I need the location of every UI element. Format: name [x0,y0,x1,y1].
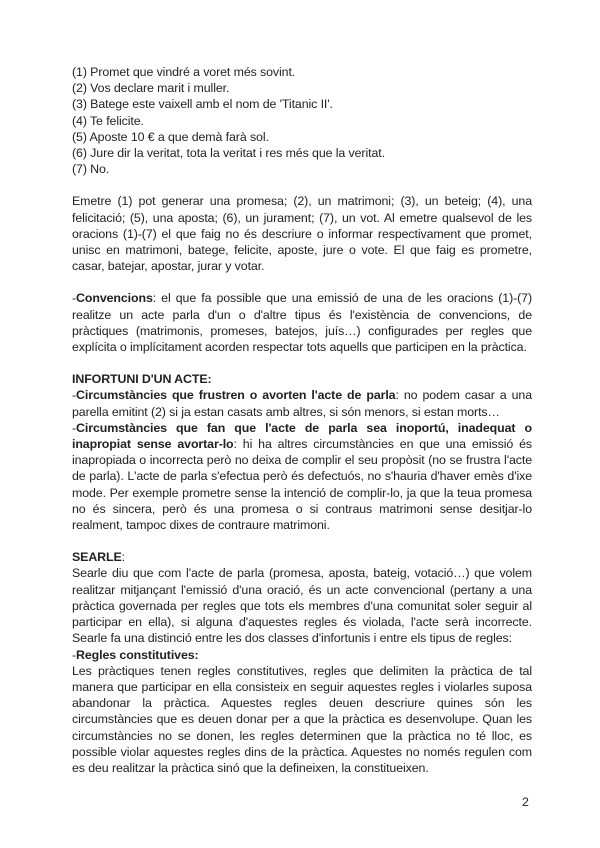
searle-paragraph-2: Les pràctiques tenen regles constitutives, regles que delimiten la pràctica de tal manera que participar en ella consisteix en seguir aquestes regles i violarles suposa abandonar la pràctica. Aquestes regles deuen descriure quines són les circumstàncies que es deuen donar per a que la pràctica es desenvolupe. Quan les circumstàncies no se donen, les regles determinen que la pràctica no té lloc, es possible violar aquestes regles dins de la pràctica. Aquestes no només regulen com es deu realitzar la pràctica sinó que la defineixen, la constitueixen. [72,663,532,775]
example-4: (4) Te felicite. [72,113,144,128]
searle-heading: SEARLE [72,550,122,565]
example-7: (7) No. [72,162,110,177]
searle-paragraph-1: Searle diu que com l'acte de parla (promesa, aposta, bateig, votació…) que volem realitzar mitjançant l'emissió d'una oració, és un acte convencional (pertany a una pràctica governada per regles que tots els membres d'una comunitat soler seguir al participar en ella), si alguna d'aquestes regles és violada, l'acte serà incorrecte. Searle fa una distinció entre les dos classes d'infortunis i entre els tipus de regles: [72,566,532,646]
infortuni-item-2 [72,420,532,533]
dash: - [72,647,77,662]
convencions-term: Convencions [76,291,153,306]
infortuni-item-2-term: Circumstàncies que fan que l'acte de parla sea inoportú, inadequat o inapropiat sense avortar-lo [72,420,532,452]
explanation-paragraph: Emetre (1) pot generar una promesa; (2), un matrimoni; (3), un beteig; (4), una felicitació; (5), una aposta; (6), un jurament; (7), un vot. Al emetre qualsevol de les oracions (1)-(7) el que faig no és descriure o informar respectivament que promet, unisc en matrimoni, batege, felicite, aposte, jure o vote. El que faig es prometre, casar, batejar, apostar, jurar y votar. [72,194,532,274]
page-number: 2 [522,795,529,809]
example-1: (1) Promet que vindré a voret més sovint. [72,65,296,79]
infortuni-item-1-text: : no podem casar a una parella emitint (2) si ja estan casats amb altres, si són menors, si estan morts… [72,388,532,419]
regles-constitutives-heading: Regles constitutives: [76,647,199,662]
example-6: (6) Jure dir la veritat, tota la veritat i res més que la veritat. [72,146,385,161]
example-3: (3) Batege este vaixell amb el nom de 'Titanic II'. [72,97,333,112]
dash: - [72,420,77,435]
infortuni-item-2-text: : hi ha altres circumstàncies en que una emissió és inapropiada o incorrecta però no deixa de complir el seu propòsit (no se frustra l'acte de parla). L'acte de parla s'efectua però és defectuós, no s'hauria d'haver emès d'ixe mode. Per exemple prometre sense la intenció de complir-lo, ja que la teua promesa no és sincera, però és una promesa o si contraus matrimoni sense desitjar-lo realment, tampoc dixes de contraure matrimoni. [72,437,533,533]
searle-heading-line [72,549,532,565]
infortuni-heading: INFORTUNI D'UN ACTE: [72,372,212,387]
example-5: (5) Aposte 10 € a que demà farà sol. [72,129,269,144]
searle-heading-suffix: : [121,550,126,565]
infortuni-item-1-term: Circumstàncies que frustren o avorten l'acte de parla [76,388,396,403]
infortuni-item-1 [72,387,532,419]
regles-constitutives-heading-line [72,647,532,663]
numbered-examples-list [72,64,532,177]
dash: - [72,388,77,403]
document-page [72,64,532,776]
convencions-text: : el que fa possible que una emissió de una de les oracions (1)-(7) realitze un acte parla d'un o d'altre tipus és l'existència de convencions, de pràctiques (matrimonis, promeses, batejos, juís…) configurades per regles que explícita o implícitament acorden respectar tots aquells que participen en la pràctica. [72,291,532,355]
convencions-paragraph [72,290,532,355]
dash: - [72,291,77,306]
example-2: (2) Vos declare marit i muller. [72,81,230,96]
